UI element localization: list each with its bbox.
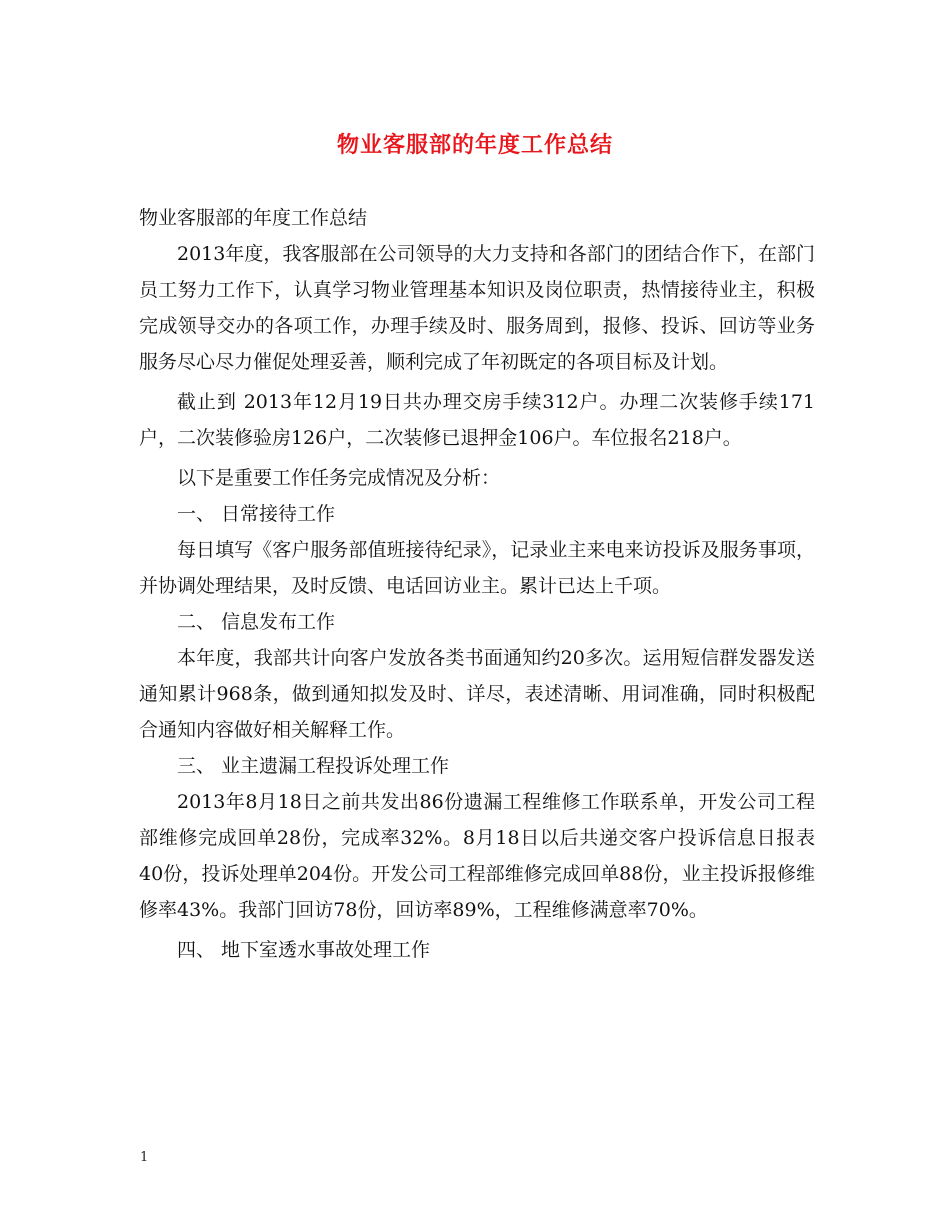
document-title: 物业客服部的年度工作总结	[336, 132, 613, 158]
paragraph-complaints: 2013年8月18日之前共发出86份遗漏工程维修工作联系单，开发公司工程部维修完成回单28份，完成率32%。8月18日以后共递交客户投诉信息日报表40份，投诉处理单204份。开发公司工程部维修完成回单88份，业主投诉报修维修率43%。我部门回访78份，回访率89%，工程维修满意率70%。	[139, 791, 815, 921]
paragraph-statistics: 截止到 2013年12月19日共办理交房手续312户。办理二次装修手续171户，二次装修验房126户，二次装修已退押金106户。车位报名218户。	[139, 391, 815, 449]
paragraph-notices: 本年度，我部共计向客户发放各类书面通知约20多次。运用短信群发器发送通知累计968条，做到通知拟发及时、详尽，表述清晰、用词准确，同时积极配合通知内容做好相关解释工作。	[139, 647, 815, 741]
document-subtitle: 物业客服部的年度工作总结	[139, 207, 368, 229]
paragraph-intro: 2013年度，我客服部在公司领导的大力支持和各部门的团结合作下，在部门员工努力工作下，认真学习物业管理基本知识及岗位职责，热情接待业主，积极完成领导交办的各项工作，办理手续及时、服务周到，报修、投诉、回访等业务服务尽心尽力催促处理妥善，顺利完成了年初既定的各项目标及计划。	[139, 243, 815, 373]
page-number: 1	[140, 1150, 149, 1165]
section-heading-reception: 一、 日常接待工作	[177, 503, 336, 525]
paragraph-reception: 每日填写《客户服务部值班接待纪录》，记录业主来电来访投诉及服务事项，并协调处理结果，及时反馈、电话回访业主。累计已达上千项。	[139, 539, 815, 597]
paragraph-overview: 以下是重要工作任务完成情况及分析：	[177, 467, 501, 489]
section-heading-notices: 二、 信息发布工作	[177, 611, 336, 633]
section-heading-complaints: 三、 业主遗漏工程投诉处理工作	[177, 755, 450, 777]
section-heading-basement: 四、 地下室透水事故处理工作	[177, 939, 431, 961]
document-body	[139, 200, 815, 968]
